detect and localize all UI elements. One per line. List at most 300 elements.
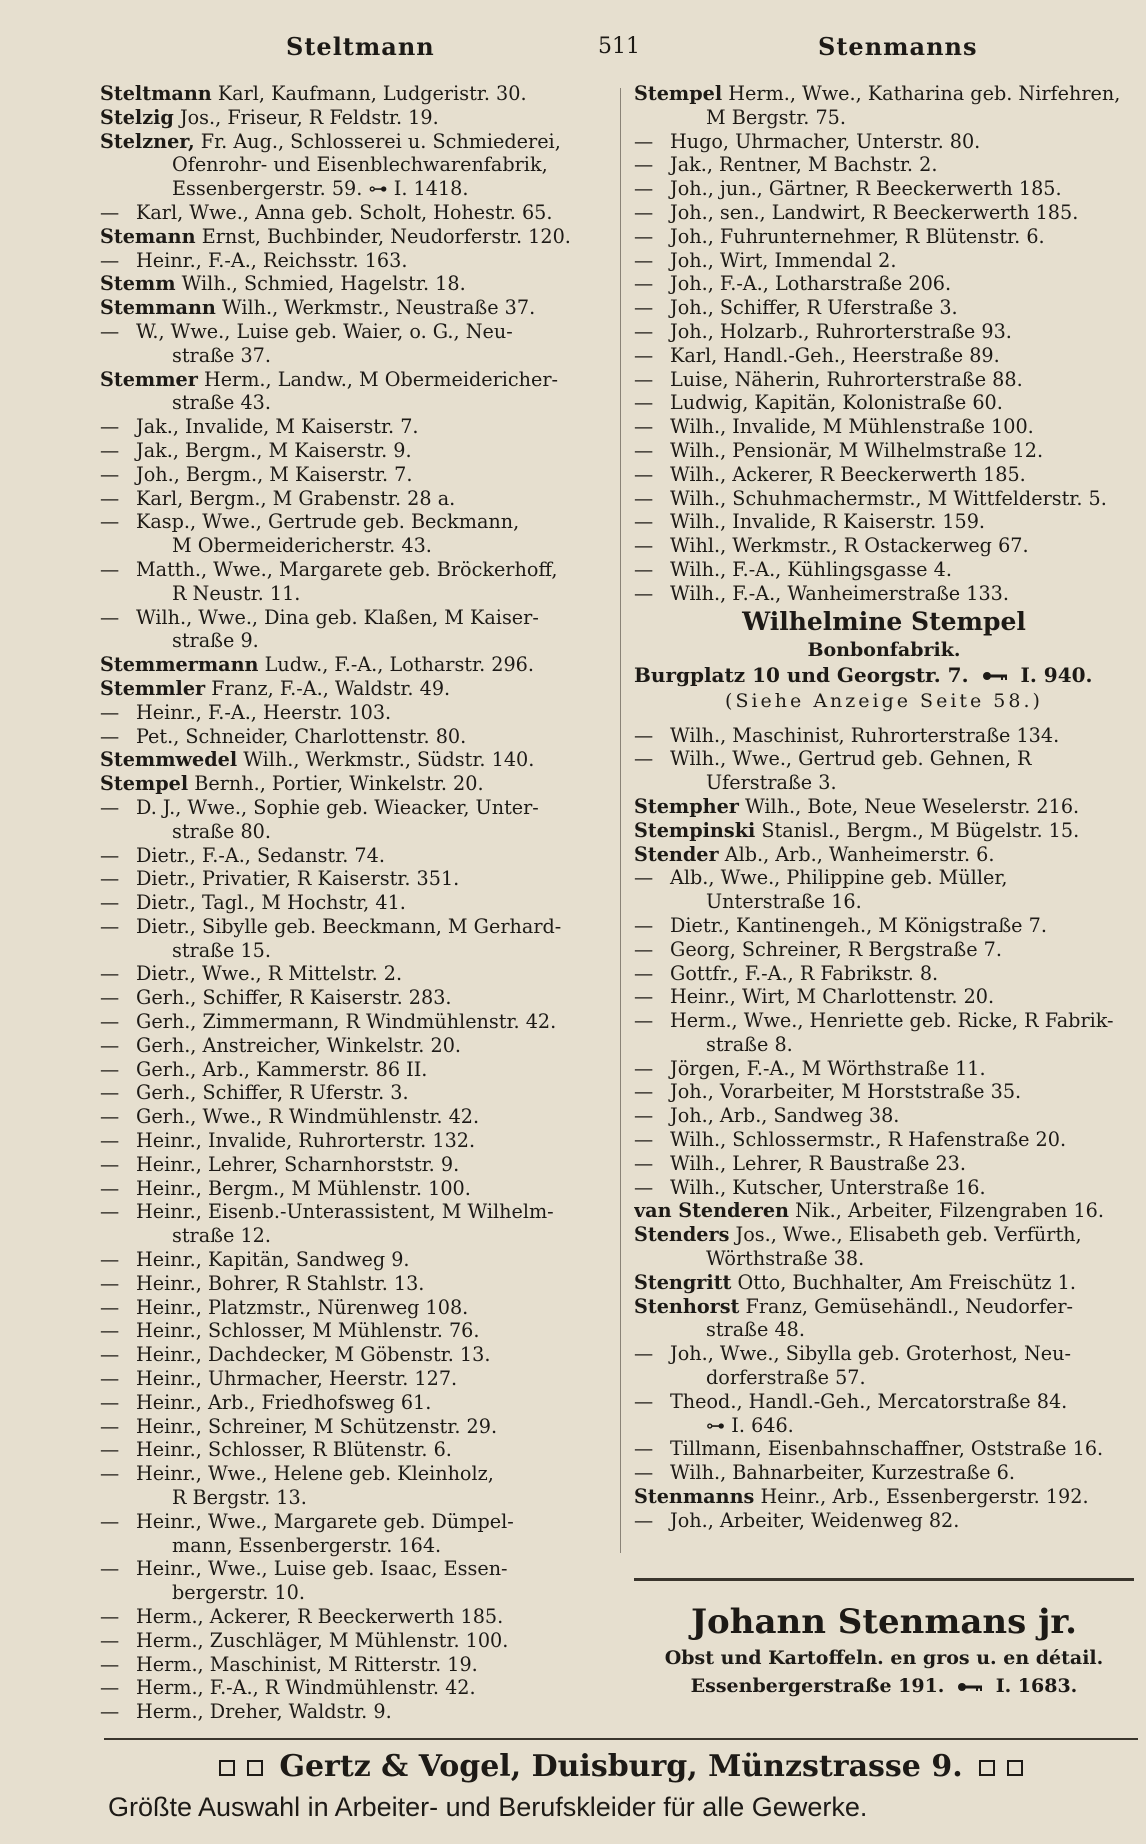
entry-text: bergerstr. 10. [172,1581,305,1605]
ditto-dash: — [634,985,654,1009]
entry-text: Luise, Näherin, Ruhrorterstraße 88. [670,367,1023,391]
directory-entry [100,867,608,891]
ditto-dash: — [100,1343,120,1367]
entry-text: Heinr., Kapitän, Sandweg 9. [136,1248,410,1272]
directory-entry [100,439,608,463]
entry-line [100,1081,608,1105]
entry-text: Jak., Rentner, M Bachstr. 2. [670,153,938,177]
directory-entry [100,1653,608,1677]
entry-line [634,177,1134,201]
entry-text: Dietr., Sibylle geb. Beeckmann, M Gerhard- [136,914,562,938]
entry-line [100,130,608,154]
entry-line [100,463,608,487]
right-column-entries-a [634,82,1134,606]
entry-line [634,558,1134,582]
ditto-dash: — [100,843,120,867]
entry-line [100,867,608,891]
entry-line [100,891,608,915]
directory-entry [100,1462,608,1510]
entry-line [634,843,1134,867]
directory-entry [634,1199,1134,1223]
entry-continuation [100,1581,608,1605]
entry-line [100,772,608,796]
directory-entry [634,249,1134,273]
entry-text: Heinr., Arb., Essenbergerstr. 192. [760,1485,1089,1509]
directory-entry [100,748,608,772]
entry-text: Dietr., Kantinengeh., M Königstraße 7. [670,913,1047,937]
ditto-dash: — [634,913,654,937]
entry-text: Joh., Vorarbeiter, M Horststraße 35. [670,1080,1022,1104]
entry-text: Heinr., F.-A., Reichsstr. 163. [136,248,408,272]
ditto-dash: — [634,1437,654,1461]
ditto-dash: — [634,1389,654,1413]
directory-entry [634,582,1134,606]
ditto-dash: — [100,415,120,439]
entry-surname: Stemmann [100,296,216,320]
entry-line [100,748,608,772]
directory-entry [100,772,608,796]
entry-surname: Stemann [100,224,196,248]
entry-text: Alb., Arb., Wanheimerstr. 6. [724,842,995,866]
entry-surname: Stemmer [100,367,198,391]
directory-entry [634,1295,1134,1343]
ditto-dash: — [100,1319,120,1343]
directory-entry [100,1010,608,1034]
entry-text: D. J., Wwe., Sophie geb. Wieacker, Unter- [136,795,539,819]
ditto-dash: — [634,391,654,415]
directory-entry [634,843,1134,867]
entry-text: Karl, Handl.-Geh., Heerstraße 89. [670,343,1000,367]
entry-text: straße 37. [172,343,271,367]
ditto-dash: — [100,462,120,486]
ditto-dash: — [634,1080,654,1104]
entry-line [100,1177,608,1201]
directory-entry [100,296,608,320]
directory-entry [100,1200,608,1248]
entry-text: Unterstraße 16. [706,890,862,914]
entry-text: Wilh., Maschinist, Ruhrorterstraße 134. [670,723,1060,747]
directory-entry [100,677,608,701]
ditto-dash: — [634,200,654,224]
entry-text: Heinr., Uhrmacher, Heerstr. 127. [136,1367,458,1391]
entry-line [634,1271,1134,1295]
directory-entry [100,1510,608,1558]
entry-surname: Stenders [634,1223,730,1247]
entry-line [100,986,608,1010]
directory-entry [634,153,1134,177]
inline-ad-address: Burgplatz 10 und Georgstr. 7. [634,662,969,687]
entry-continuation [634,1366,1134,1390]
entry-text: Ernst, Buchbinder, Neudorferstr. 120. [201,224,571,248]
box-advertisement [634,1600,1134,1700]
ditto-dash: — [634,1009,654,1033]
directory-entry [634,320,1134,344]
entry-text: R Bergstr. 13. [172,1486,307,1510]
directory-entry [634,914,1134,938]
entry-line [634,1437,1134,1461]
entry-text: Franz, Gemüsehändl., Neudorfer- [745,1294,1074,1318]
entry-surname: Stenmanns [634,1485,755,1509]
ditto-dash: — [634,296,654,320]
entry-text: Jörgen, F.-A., M Wörthstraße 11. [670,1056,986,1080]
entry-continuation [100,177,608,201]
entry-text: Gerh., Anstreicher, Winkelstr. 20. [136,1033,461,1057]
entry-continuation [100,1486,608,1510]
directory-entry [634,415,1134,439]
entry-line [100,701,608,725]
directory-entry [634,1104,1134,1128]
entry-text: Wilh., Pensionär, M Wilhelmstraße 12. [670,438,1044,462]
ditto-dash: — [100,486,120,510]
entry-text: ⊶ I. 646. [706,1413,794,1437]
entry-text: Wilh., Wwe., Dina geb. Klaßen, M Kaiser- [136,605,539,629]
entry-text: Heinr., Wirt, M Charlottenstr. 20. [670,985,995,1009]
footer-ad-company: Gertz & Vogel, Duisburg, Münzstrasse 9. [279,1749,963,1784]
directory-entry [100,249,608,273]
directory-entry [100,106,608,130]
ditto-dash: — [634,1151,654,1175]
entry-line [634,130,1134,154]
entry-text: Ludwig, Kapitän, Kolonistraße 60. [670,391,1003,415]
entry-line [634,1390,1134,1414]
footer-ad-headline [104,1745,1138,1789]
directory-entry [634,1152,1134,1176]
entry-continuation [100,1534,608,1558]
entry-text: Ludw., F.-A., Lotharstr. 296. [264,653,534,677]
entry-line [100,1462,608,1486]
entry-text: Gerh., Wwe., R Windmühlenstr. 42. [136,1105,480,1129]
entry-text: Theod., Handl.-Geh., Mercatorstraße 84. [670,1389,1068,1413]
entry-text: Dietr., Privatier, R Kaiserstr. 351. [136,867,460,891]
entry-text: Wilh., Bote, Neue Weselerstr. 216. [745,794,1080,818]
entry-line [100,368,608,392]
directory-entry [634,985,1134,1009]
entry-line [634,1057,1134,1081]
inline-advertisement [634,606,1134,724]
entry-text: Wilh., Lehrer, R Baustraße 23. [670,1151,966,1175]
directory-entry [634,296,1134,320]
directory-entry [634,463,1134,487]
ditto-dash: — [634,272,654,296]
ditto-dash: — [634,747,654,771]
ditto-dash: — [634,462,654,486]
entry-continuation [100,582,608,606]
directory-entry [100,701,608,725]
header-right-keyword: Stenmanns [818,32,978,61]
ditto-dash: — [100,1033,120,1057]
square-ornament-icon [219,1760,235,1776]
ditto-dash: — [634,961,654,985]
left-column [100,82,608,1724]
entry-line [634,795,1134,819]
entry-line [634,296,1134,320]
entry-text: straße 9. [172,629,259,653]
directory-entry [100,225,608,249]
entry-text: Joh., Wirt, Immendal 2. [670,248,897,272]
entry-text: straße 48. [706,1318,805,1342]
directory-entry [100,1676,608,1700]
directory-entry [100,915,608,963]
ditto-dash: — [100,1105,120,1129]
directory-entry [100,653,608,677]
entry-text: Gerh., Arb., Kammerstr. 86 II. [136,1057,428,1081]
box-ad-title: Johann Stenmans jr. [690,1602,1078,1642]
entry-line [634,1461,1134,1485]
entry-surname: Stemmler [100,676,206,700]
directory-entry [634,1271,1134,1295]
ditto-dash: — [634,415,654,439]
ditto-dash: — [100,510,120,534]
ditto-dash: — [100,1628,120,1652]
entry-text: Jak., Bergm., M Kaiserstr. 9. [136,438,412,462]
entry-text: Jos., Friseur, R Feldstr. 19. [179,105,439,129]
entry-surname: Stempinski [634,818,756,842]
directory-entry [100,510,608,558]
entry-line [634,1080,1134,1104]
ditto-dash: — [100,248,120,272]
entry-line [100,487,608,511]
directory-entry [634,866,1134,914]
ditto-dash: — [100,1248,120,1272]
ditto-dash: — [100,1605,120,1628]
box-ad-address: Essenbergerstraße 191. [690,1675,945,1697]
ditto-dash: — [100,914,120,938]
entry-surname: Stelzig [100,105,174,129]
entry-line [100,1272,608,1296]
entry-text: Heinr., Arb., Friedhofsweg 61. [136,1390,432,1414]
entry-text: Nik., Arbeiter, Filzengraben 16. [795,1199,1104,1223]
entry-line [100,510,608,534]
ditto-dash: — [100,1176,120,1200]
entry-line [634,914,1134,938]
ditto-dash: — [100,1462,120,1486]
inline-ad-title: Wilhelmine Stempel [742,606,1026,636]
entry-line [634,938,1134,962]
directory-entry [100,1296,608,1320]
entry-text: R Neustr. 11. [172,581,301,605]
directory-entry [100,1438,608,1462]
ditto-dash: — [100,1676,120,1700]
entry-line [100,1557,608,1581]
entry-text: Joh., Arbeiter, Weidenweg 82. [670,1508,960,1532]
directory-entry [634,1485,1134,1509]
entry-line [100,1153,608,1177]
directory-entry [634,1080,1134,1104]
entry-line [634,463,1134,487]
ditto-dash: — [100,962,120,986]
entry-continuation [100,391,608,415]
entry-text: M Obermeidericherstr. 43. [172,534,432,558]
telephone-key-icon [957,1682,983,1692]
entry-line [634,225,1134,249]
entry-text: Wilh., Wwe., Gertrud geb. Gehnen, R [670,747,1032,771]
entry-line [100,1034,608,1058]
entry-text: Matth., Wwe., Margarete geb. Bröckerhoff, [136,557,558,581]
entry-continuation [634,1247,1134,1271]
entry-text: Heinr., Lehrer, Scharnhorststr. 9. [136,1152,460,1176]
entry-text: M Bergstr. 75. [706,105,846,129]
entry-line [100,82,608,106]
entry-text: Wilh., F.-A., Wanheimerstraße 133. [670,581,1009,605]
entry-line [634,320,1134,344]
ditto-dash: — [100,1010,120,1034]
entry-text: Heinr., Platzmstr., Nürenweg 108. [136,1295,469,1319]
entry-text: Jos., Wwe., Elisabeth geb. Verfürth, [735,1223,1082,1247]
entry-surname: Stenhorst [634,1294,740,1318]
entry-line [100,558,608,582]
entry-text: Gerh., Zimmermann, R Windmühlenstr. 42. [136,1010,557,1034]
entry-text: Franz, F.-A., Waldstr. 49. [211,676,451,700]
inline-ad-note: (Siehe Anzeige Seite 58.) [725,689,1043,712]
entry-line [634,1152,1134,1176]
entry-line [634,1176,1134,1200]
entry-line [100,272,608,296]
square-ornament-icon [1007,1760,1023,1776]
entry-line [100,106,608,130]
directory-entry [634,439,1134,463]
ditto-dash: — [634,129,654,153]
ditto-dash: — [634,866,654,890]
telephone-key-icon [982,671,1008,681]
directory-entry [100,1605,608,1629]
directory-entry [100,487,608,511]
entry-continuation [100,534,608,558]
box-ad-top-rule [634,1578,1134,1581]
entry-line [100,1629,608,1653]
directory-entry [100,891,608,915]
ditto-dash: — [100,438,120,462]
entry-continuation [634,106,1134,130]
entry-line [100,1367,608,1391]
entry-text: Wörthstraße 38. [706,1247,865,1271]
entry-text: Joh., Schiffer, R Uferstraße 3. [670,296,958,320]
ditto-dash: — [634,937,654,961]
entry-text: Kasp., Wwe., Gertrude geb. Beckmann, [136,510,520,534]
entry-surname: Stempel [100,772,189,796]
directory-entry [634,1509,1134,1533]
directory-entry [634,1461,1134,1485]
entry-text: Herm., Zuschläger, M Mühlenstr. 100. [136,1628,509,1652]
entry-text: Wilh., Schlossermstr., R Hafenstraße 20. [670,1128,1067,1152]
entry-surname: Stemmwedel [100,748,238,772]
directory-entry [100,1415,608,1439]
directory-entry [100,962,608,986]
entry-line [100,1248,608,1272]
directory-entry [634,177,1134,201]
directory-entry [100,1034,608,1058]
entry-text: W., Wwe., Luise geb. Waier, o. G., Neu- [136,319,513,343]
box-ad-line1: Obst und Kartoffeln. en gros u. en détail. [664,1647,1104,1669]
entry-line [634,985,1134,1009]
entry-continuation [100,939,608,963]
directory-entry [100,606,608,654]
entry-line [100,1319,608,1343]
entry-line [100,320,608,344]
entry-line [634,582,1134,606]
directory-entry [100,1319,608,1343]
entry-text: Herm., Landw., M Obermeidericher- [203,367,559,391]
entry-text: Wilh., Invalide, M Mühlenstraße 100. [670,415,1034,439]
ditto-dash: — [100,1129,120,1153]
entry-text: Alb., Wwe., Philippine geb. Müller, [670,866,1008,890]
ditto-dash: — [634,1508,654,1532]
directory-entry [634,558,1134,582]
entry-text: Heinr., Invalide, Ruhrorterstr. 132. [136,1129,476,1153]
entry-continuation [100,820,608,844]
directory-entry [100,463,608,487]
column-divider [620,88,621,1553]
entry-line [100,796,608,820]
entry-continuation [634,771,1134,795]
directory-entry [634,510,1134,534]
entry-line [634,1199,1134,1223]
directory-entry [634,1128,1134,1152]
directory-entry [100,1272,608,1296]
directory-entry [634,1390,1134,1438]
directory-entry [634,272,1134,296]
entry-text: Joh., jun., Gärtner, R Beeckerwerth 185. [670,177,1062,201]
entry-text: Karl, Wwe., Anna geb. Scholt, Hohestr. 65. [136,200,553,224]
entry-text: Wilh., Werkmstr., Südstr. 140. [243,748,535,772]
entry-surname: Stemmermann [100,653,259,677]
directory-entry [100,1153,608,1177]
directory-entry [100,1629,608,1653]
directory-entry [634,1437,1134,1461]
entry-text: Karl, Kaufmann, Ludgeristr. 30. [217,82,527,105]
ditto-dash: — [634,343,654,367]
entry-line [100,1510,608,1534]
directory-entry [634,82,1134,130]
directory-entry [634,795,1134,819]
directory-entry [100,415,608,439]
directory-entry [634,1342,1134,1390]
entry-line [634,534,1134,558]
right-column-entries-b [634,724,1134,1533]
ditto-dash: — [100,1295,120,1319]
header-left-keyword: Steltmann [286,32,435,61]
entry-text: Joh., F.-A., Lotharstraße 206. [670,272,952,296]
ditto-dash: — [100,1509,120,1533]
entry-text: Wilh., Schmied, Hagelstr. 18. [181,272,466,296]
ditto-dash: — [100,867,120,891]
entry-line [634,962,1134,986]
entry-text: Herm., F.-A., R Windmühlenstr. 42. [136,1676,476,1700]
page-number: 511 [598,34,640,59]
ditto-dash: — [100,1700,120,1724]
entry-text: straße 8. [706,1032,793,1056]
entry-line [100,1105,608,1129]
footer-rule [104,1738,1138,1740]
ditto-dash: — [634,177,654,201]
entry-line [634,368,1134,392]
entry-surname: Stelzner, [100,129,195,153]
entry-line [634,1128,1134,1152]
entry-line [634,1485,1134,1509]
ditto-dash: — [634,1128,654,1152]
entry-line [100,225,608,249]
entry-line [634,1342,1134,1366]
entry-surname: Steltmann [100,82,212,105]
directory-entry [100,272,608,296]
entry-text: Joh., Fuhrunternehmer, R Blütenstr. 6. [670,224,1045,248]
entry-line [100,962,608,986]
ditto-dash: — [634,1175,654,1199]
entry-line [100,844,608,868]
footer-advertisement [104,1745,1138,1825]
entry-text: Wilh., Schuhmachermstr., M Wittfelderstr. 5. [670,486,1107,510]
directory-entry [100,1081,608,1105]
entry-line [100,1010,608,1034]
